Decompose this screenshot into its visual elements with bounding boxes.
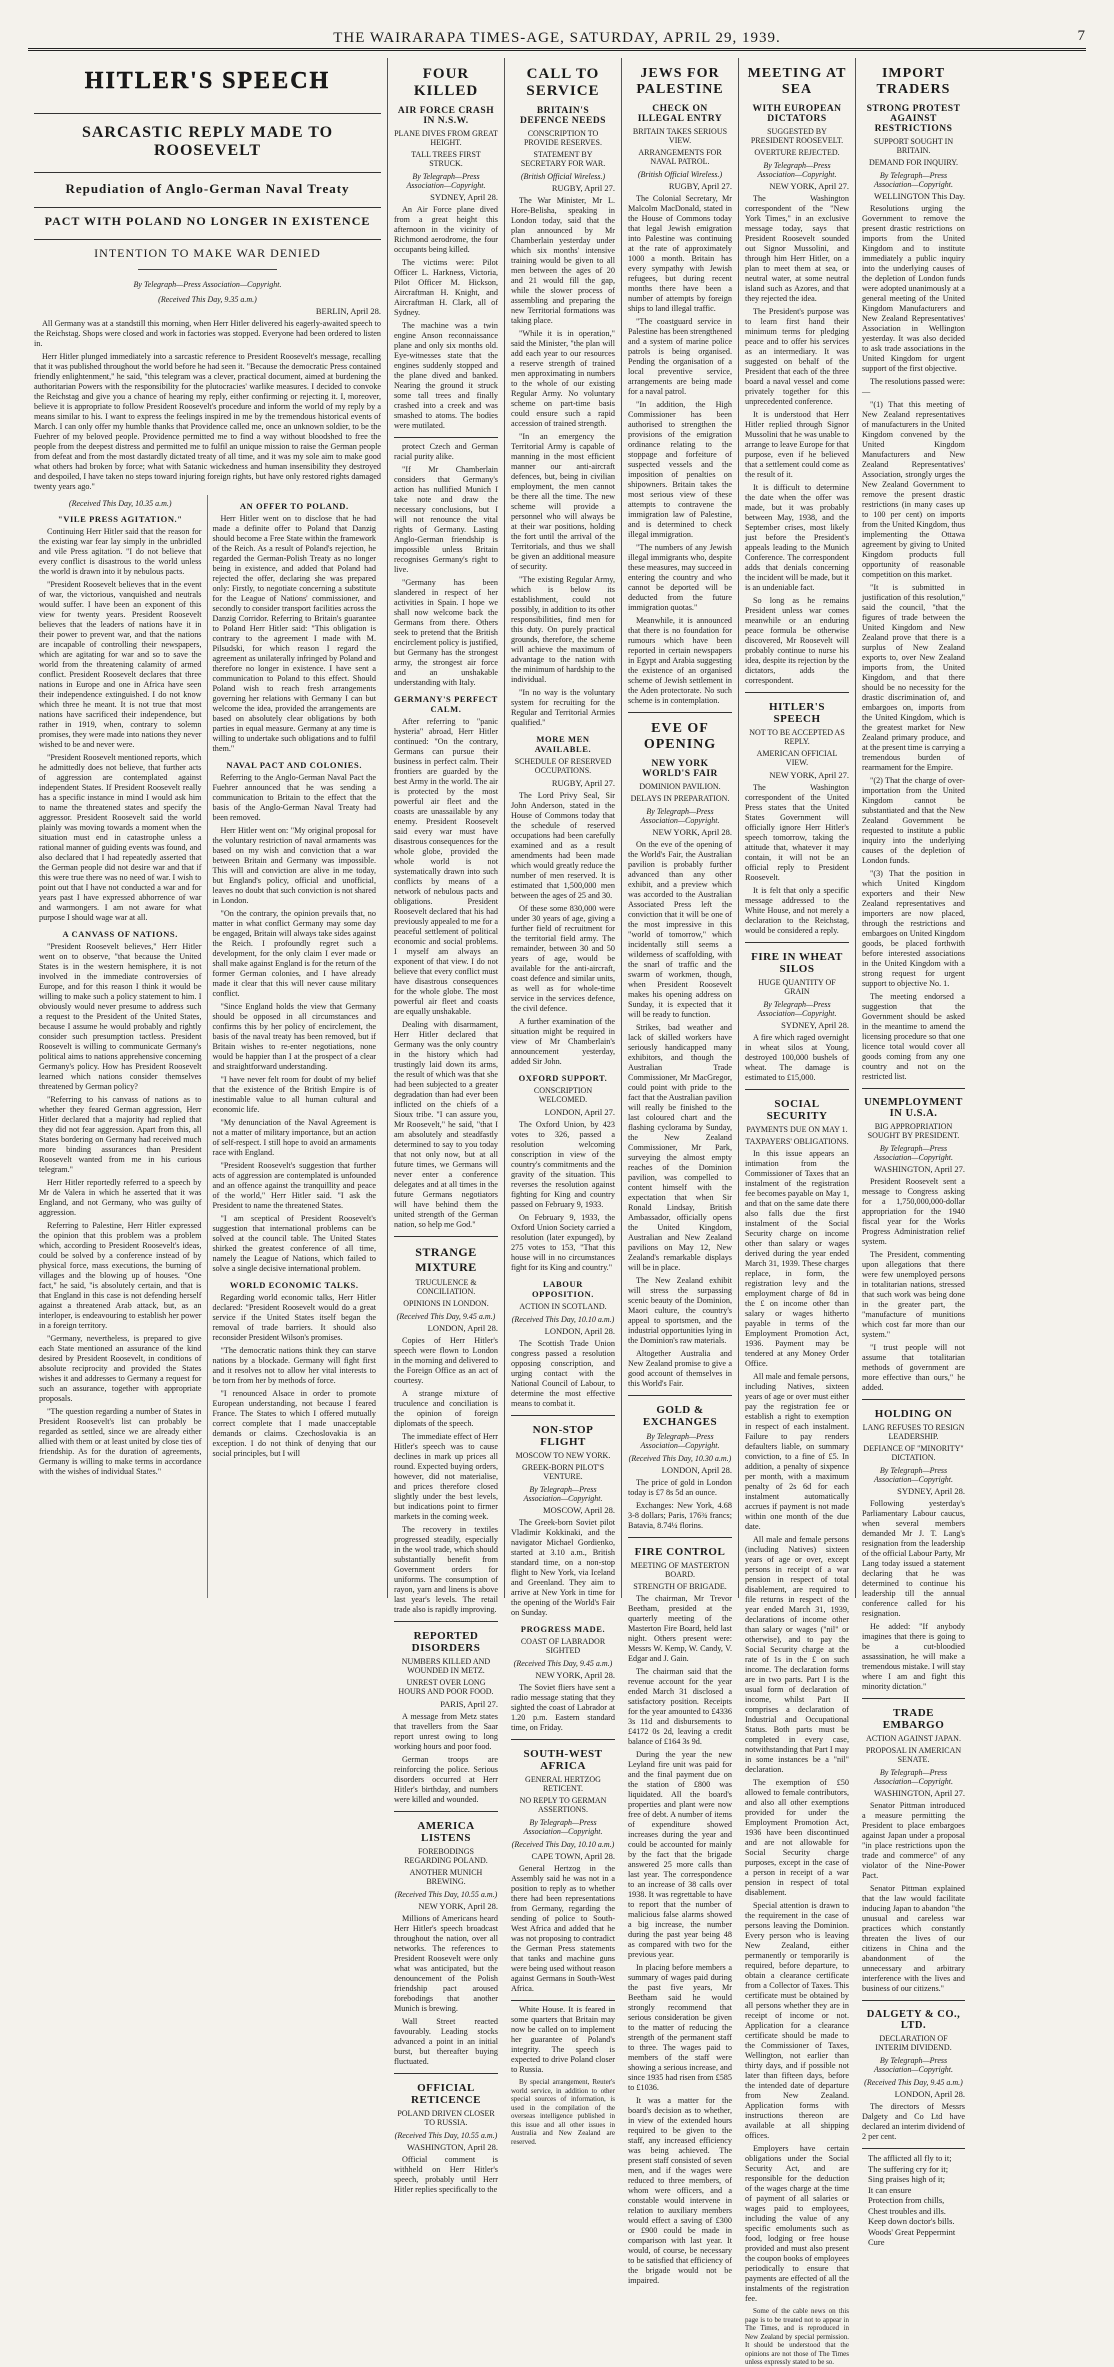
jews-para-1: The Colonial Secretary, Mr Malcolm MacDonald, stated in the House of Commons today that legal Jewish emigration into Palestine was continuing at the rate of approximately 1000 a month. Britain has every sympathy with Jewish refugees, but during recent months there have been a number of attempts by foreign ships to land illegal traffic.	[628, 194, 732, 313]
service-para-3: "In an emergency the Territorial Army is capable of manning in the most efficient manner our anti-aircraft defences, but, being in civilian employment, the men cannot be there all the time. The new scheme will provide a personnel who will always be at their war positions, holding the fort until the arrival of the Territorials, and thus we shall be given an additional measure of security.	[511, 432, 615, 571]
fire-control-sub-1: MEETING OF MASTERTON BOARD.	[630, 1561, 730, 1579]
social-para-5: Special attention is drawn to the requirement in the case of persons leaving the Dominion. Every person who is leaving New Zealand, either permanently or temporarily is required, before departure, to obtain a clearance certificate from a Collector of Taxes. This certificate must be obtained by all persons whether they are in receipt of income or not. Application for a clearance certificate should be made to the Commissioner of Taxes, Wellington, not earlier than thirty days, and if possible not later than fifteen days, before the intended date of departure from New Zealand. Application forms with instructions thereon are available at all shipping offices.	[745, 1901, 849, 2140]
unemployment-headline: UNEMPLOYMENT IN U.S.A.	[864, 1097, 963, 1119]
mixture-headline: STRANGE MIXTURE	[415, 1245, 477, 1274]
reticence-sub-1: POLAND DRIVEN CLOSER TO RUSSIA.	[397, 2109, 495, 2127]
masthead	[28, 28, 1086, 51]
embargo-para-2: Senator Pittman explained that the law would facilitate inducing Japan to abandon "the unusual and careless war practices which constantly threaten the lives of our citizens in China and the abandonment of the unnecessary and arbitrary interference with the lives and business of our citizens."	[862, 1884, 965, 1993]
hs-sub-2: AMERICAN OFFICIAL VIEW.	[756, 749, 838, 767]
hitler-para-17: "I have never felt room for doubt of my belief that the existence of the British Empire is of inestimable value to all human cultural and economic life.	[212, 1075, 376, 1114]
america-para-2: Wall Street reacted favourably. Leading stocks advanced a point in an initial burst, but thereafter buying fluctuated.	[394, 2017, 498, 2066]
traders-sub-2: SUPPORT SOUGHT IN BRITAIN.	[873, 137, 954, 155]
advert-line-2: The suffering cry for it;	[868, 2163, 949, 2174]
meeting-dateline: NEW YORK, April 27.	[769, 181, 849, 191]
hitler-cont-para-1: protect Czech and German racial purity alike.	[394, 442, 498, 461]
america-dateline: NEW YORK, April 28.	[418, 1901, 498, 1911]
killed-byline: By Telegraph—Press Association—Copyright.	[406, 172, 486, 190]
service-labour-sub: ACTION IN SCOTLAND.	[519, 1302, 607, 1311]
holding-byline: By Telegraph—Press Association—Copyright.	[874, 1466, 953, 1484]
hitler-para-20: "I am sceptical of President Roosevelt's suggestion that international problems can be solved at the council table. The United States shirked the greatest conference of all time, namely the League of Nations, which failed to solve a single decisive international problem.	[212, 1214, 376, 1273]
hitler-para-16: "Since England holds the view that Germany should be opposed in all circumstances and confirms this by her policy of encirclement, the basis of the naval treaty has been removed, but if Britain wishes to re-enter negotiations, none would be happier than I at the prospect of a clear and straightforward understanding.	[212, 1002, 376, 1071]
service-dateline: RUGBY, April 27.	[551, 183, 615, 193]
traders-sub-3: DEMAND FOR INQUIRY.	[869, 158, 958, 167]
mixture-received: (Received This Day, 9.45 a.m.)	[396, 1312, 496, 1321]
service-para-11: The Scottish Trade Union congress passed a resolution opposing conscription, and urging contact with the National Council of Labour, to determine the most effective means to combat it.	[511, 1339, 615, 1408]
eve-dateline: NEW YORK, April 28.	[652, 827, 732, 837]
hitler-para-11: "The question regarding a number of States in President Roosevelt's list can probably be regarded as settled, since we are already either allied with them or at least united by close ties of friendship. As for the duration of agreements, Germany is willing to make terms in accordance with the wishes of individual States."	[39, 1407, 202, 1476]
traders-headline: IMPORT TRADERS	[876, 66, 951, 97]
social-sub-1: PAYMENTS DUE ON MAY 1.	[746, 1125, 848, 1134]
hitler-para-4: "President Roosevelt believes that in the event of war, the victorious, vanquished and neutrals would suffer. I have been an exponent of this view for twenty years. President Roosevelt believes that the leaders of nations have it in their power to prevent war, and that the nations are incapable of controlling their newspapers, which are agitating for war and so to save the world from the threatening calamity of armed conflict. President Roosevelt declares that three nations in Europe and one in Africa have seen their independence extinguished. I do not know which three he meant. It is not true that most nations have sacrificed their independence, but rather in 1919, when, contrary to solemn promises, they were made into nations they never wished to be and never were.	[39, 580, 202, 749]
nonstop-para-1: The Greek-born Soviet pilot Vladimir Kokkinaki, and the navigator Michael Gordienko, started at 3.10 a.m., British standard time, on a non-stop flight to New York, via Iceland and Greenland. They aim to arrive at New York in time for the opening of the World's Fair on Sunday.	[511, 1518, 615, 1617]
unemployment-para-3: "I trust people will not assume that totalitarian methods of government are more effective than ours," he added.	[862, 1343, 965, 1392]
hitler-byline: By Telegraph—Press Association—Copyright.	[133, 280, 282, 289]
service-para-4: "The existing Regular Army, which is below its establishment, could not possibly, in addition to its other responsibilities, find men for this duty. On purely practical grounds, therefore, the scheme will achieve the maximum of advantage to the nation with the minimum of hardship to the individual.	[511, 575, 615, 684]
traders-para-6: "(3) That the position in which United Kingdom exporters and their New Zealand representatives and importers are now placed, through the restrictions and embargoes on United Kingdom goods, be placed forthwith before interested associations in the United Kingdom with a strong request for urgent support to objective No. 1.	[862, 869, 965, 988]
hitler-sub-2: Repudiation of Anglo-German Naval Treaty	[34, 172, 381, 197]
unemployment-para-1: President Roosevelt sent a message to Congress asking for a 1,750,000,000-dollar appropriation for the 1940 fiscal year for the Works Progress Administration relief system.	[862, 1177, 965, 1246]
reticence-dateline: WASHINGTON, April 28.	[407, 2142, 498, 2152]
column-jews-for-palestine	[622, 58, 739, 2285]
service-oxford-head: OXFORD SUPPORT.	[518, 1073, 608, 1083]
america-para-1: Millions of Americans heard Herr Hitler's speech broadcast throughout the nation, over all networks. The references to President Roosevelt were only what was anticipated, but the denouncement of the Polish friendship pact aroused forebodings that another Munich is brewing.	[394, 1914, 498, 2013]
hs-dateline: NEW YORK, April 27.	[769, 770, 849, 780]
swafrica-sub-1: GENERAL HERTZOG RETICENT.	[525, 1775, 601, 1793]
section-perfect-calm: GERMANY'S PERFECT CALM.	[394, 694, 498, 714]
wheat-byline: By Telegraph—Press Association—Copyright.	[757, 1000, 837, 1018]
eve-para-2: Strikes, bad weather and lack of skilled workers have seriously handicapped many exhibitors, and though the Australian Trade Commissioner, Mr MacGregor, could point with pride to the fact that the Australian pavilion will really be finished to the last coloured chart and the flashing cyclorama by Sunday, the New Zealand Commissioner, Mr Park, surveying the almost empty reaches of the Dominion pavilion, was compelled to content himself with the expectation that when Sir Ronald Lindsay, British Ambassador, officially opens the United Kingdom, Australian and New Zealand pavilions on May 12, New Zealand's remarkable displays will be in place.	[628, 1023, 732, 1272]
traders-para-2: The resolutions passed were:—	[862, 377, 965, 396]
service-sub-1: BRITAIN'S DEFENCE NEEDS	[520, 106, 606, 126]
hs-para-1: The Washington correspondent of the United Press states that the United States Government will officially ignore Herr Hitler's speech tomorrow, taking the attitude that, whatever it may contain, it will not be an official reply to President Roosevelt.	[745, 783, 849, 882]
america-sub-2: ANOTHER MUNICH BREWING.	[409, 1868, 483, 1886]
eve-para-4: Altogether Australia and New Zealand promise to give a good account of themselves in this World's Fair.	[628, 1349, 732, 1388]
traders-para-3: "(1) That this meeting of New Zealand representatives of manufacturers in the United Kingdom convened by the United Kingdom Manufacturers and New Zealand Representatives' Association, strongly urges the New Zealand Government to remove the present drastic restrictions (in many cases up to 100 per cent) on imports from the United Kingdom, thus implementing the Ottawa agreement by giving to United Kingdom products full opportunity of reasonable competition on this market.	[862, 400, 966, 579]
service-byline: (British Official Wireless.)	[520, 172, 606, 181]
jews-para-2: "The coastguard service in Palestine has been strengthened and a system of marine police patrols is being organised. Pending the organisation of a local preventive service, arrangements are being made for a naval patrol.	[628, 317, 732, 396]
jews-sub-3: ARRANGEMENTS FOR NAVAL PATROL.	[638, 148, 722, 166]
service-oxford-sub: CONSCRIPTION WELCOMED.	[533, 1086, 593, 1104]
service-headline: CALL TO SERVICE	[526, 66, 600, 99]
killed-para-2: The victims were: Pilot Officer L. Harkness, Victoria, Pilot Officer M. Hickson, Aircraftman H. Knight, and Aircraftman H. Clark, all of Sydney.	[394, 258, 498, 317]
hitler-cont-para-5: Dealing with disarmament, Herr Hitler declared that Germany was the only country in the history which had trustingly laid down its arms, the result of which was that she had been subjected to a greater degradation than had ever been inflicted on the chiefs of a Sioux tribe. "I can assure you, Mr Roosevelt," he said, "that I am absolutely and steadfastly determined to say to you today that not only now, but at all future times, we Germans will never enter a conference delegates and at all times in the future Germans negotiators will have behind them the united strength of the German nation, so help me God."	[394, 1020, 498, 1229]
hitler-cont-para-4: After referring to "panic hysteria" abroad, Herr Hitler continued: "On the contrary, Germans can pursue their business in perfect calm. Their frontiers are guarded by the best Army in the world. The air is protected by the most powerful air fleet and the coasts are unassailable by any enemy. President Roosevelt said every war must have disastrous consequences for the whole globe, provided the whole world is not systematically drawn into such conflicts by means of a network of nebulous pacts and obligations. President Roosevelt declared that his had previously appealed to me for a peaceful settlement of political economic and social problems. I myself am always an exponent of that view. I do not believe that every conflict must have disastrous consequences for the whole globe. The most powerful air fleet and coasts are equally unshakable.	[394, 717, 498, 1016]
social-para-6: Employers have certain obligations under the Social Security Act, and are responsible for the deduction of the wages charge at the time of payment of all salaries or wages paid to employees, including the value of any specific emoluments such as food, lodging or free house provided and must also present the coupon books of employees periodically to ensure that payments are effected of all the instalments of the registration fee.	[745, 2144, 849, 2303]
meeting-headline: MEETING AT SEA	[747, 66, 847, 97]
progress-para-1: The Soviet fliers have sent a radio message stating that they sighted the coast of Labrador at 1.20 p.m. Eastern standard time, on Friday.	[511, 1683, 615, 1732]
hitler-para-13: Referring to the Anglo-German Naval Pact the Fuehrer announced that he was sending a communication to Britain to the effect that the basis of the Anglo-German Naval Treaty had been removed.	[212, 773, 376, 822]
gold-para-1: The price of gold in London today is £7 8s 5d an ounce.	[628, 1478, 732, 1497]
masthead-title: THE WAIRARAPA TIMES-AGE, SATURDAY, APRIL 29, 1939.	[333, 29, 781, 46]
traders-sub-1: STRONG PROTEST AGAINST RESTRICTIONS	[866, 104, 961, 134]
embargo-sub-2: PROPOSAL IN AMERICAN SENATE.	[865, 1746, 962, 1764]
unemployment-sub: BIG APPROPRIATION SOUGHT BY PRESIDENT.	[867, 1122, 960, 1140]
jews-para-4: "The numbers of any Jewish illegal immigrants who, despite these measures, may succeed in entering the country and who cannot be deported will be deducted from the future immigration quotas."	[628, 543, 732, 612]
advert-line-6: Chest troubles and ills.	[868, 2205, 946, 2216]
jews-para-3: "In addition, the High Commissioner has been authorised to strengthen the provisions of the emigration ordinance relating to the stoppage and forfeiture of suspected vessels and the imposition of penalties on shipowners. Britain takes the most serious view of these attempts to contravene the immigration law of Palestine, and is determined to check illegal immigration.	[628, 400, 732, 539]
hitler-para-7: "Referring to his canvass of nations as to whether they feared German aggression, Herr Hitler declared that a majority had replied that they did not fear aggression. Apart from this, all States bordering on Germany had received much more binding assurances than President Roosevelt wanted from me in his curious telegram."	[39, 1095, 202, 1174]
service-para-2: "While it is in operation," said the Minister, "the plan will add each year to our resources a reserve strength of trained men approximating in numbers to the whole of our existing Regular Army. No voluntary scheme on part-time basis could ensure such a rapid accession of trained strength.	[511, 329, 615, 428]
swafrica-headline: SOUTH-WEST AFRICA	[523, 1748, 603, 1772]
killed-headline: FOUR KILLED	[413, 66, 479, 99]
nonstop-dateline: MOSCOW, April 28.	[543, 1505, 615, 1515]
hitler-para-15: "On the contrary, the opinion prevails that, no matter in what conflict Germany may some day be engaged, Britain will always take sides against the Reich. I profoundly regret such a development, for the only claim I ever made or shall make against England is for the return of the former German colonies, and I have already made it clear that this will never cause military conflict.	[212, 909, 376, 998]
hitler-section-poland: AN OFFER TO POLAND.	[239, 501, 349, 511]
hitler-cont-para-2: "If Mr Chamberlain considers that Germany's action has nullified Munich I take note and draw the necessary conclusions, but I will not renounce the vital rights of Germany. Lasting Anglo-German friendship is impossible unless Britain recognises Germany's right to live.	[394, 465, 498, 574]
hitler-section-economic: WORLD ECONOMIC TALKS.	[229, 1280, 359, 1290]
gold-headline: GOLD & EXCHANGES	[642, 1404, 718, 1428]
hitler-para-9: Referring to Palestine, Herr Hitler expressed the opinion that this problem was a problem which, according to President Roosevelt's ideas, could be solved by a conference instead of by physical force, mass executions, the burning of villages and the blowing up of houses. "One fact," he said, "is absolutely certain, and that is that England in this case is not defending herself against a threatened Arab attack, but, as an interloper, is endeavouring to establish her power in a foreign territory.	[39, 1221, 202, 1330]
advert-line-1: The afflicted all fly to it;	[868, 2153, 952, 2163]
fire-control-para-4: In placing before members a summary of wages paid during the past five years, Mr Beetham said he would strongly recommend that serious consideration be given to the matter of reducing the strength of the permanent staff to three. The wages paid to members of the staff were showing a serious increase, and since 1935 had risen from £585 to £1036.	[628, 1963, 732, 2092]
newspaper-page	[28, 58, 1090, 2366]
hitler-speech-article	[28, 58, 388, 1598]
embargo-dateline: WASHINGTON, April 27.	[874, 1788, 965, 1798]
mixture-para-2: A strange mixture of truculence and conciliation is the opinion of foreign diplomats of the speech.	[394, 1389, 498, 1428]
advert-line-7: Keep down doctor's bills.	[868, 2216, 955, 2226]
embargo-headline: TRADE EMBARGO	[882, 1707, 945, 1731]
killed-para-1: An Air Force plane dived from a great height this afternoon in the vicinity of Richmond aerodrome, the four occupants being killed.	[394, 205, 498, 254]
meeting-sub-3: OVERTURE REJECTED.	[754, 148, 840, 157]
holding-headline: HOLDING ON	[874, 1408, 953, 1420]
service-men-head: MORE MEN AVAILABLE.	[534, 734, 592, 754]
hitler-sub-1: SARCASTIC REPLY MADE TO ROOSEVELT	[34, 113, 381, 160]
hs-sub-1: NOT TO BE ACCEPTED AS REPLY.	[749, 728, 845, 746]
page-number: 7	[1077, 28, 1086, 44]
hitler-para-22: "The democratic nations think they can starve nations by a blockade. Germany will fight first and it resolves not to allow her vital interests to be torn from her by methods of force.	[212, 1346, 376, 1385]
wheat-sub: HUGE QUANTITY OF GRAIN	[758, 978, 836, 996]
meeting-para-1: The Washington correspondent of the "New York Times," in an exclusive message today, says that President Roosevelt sounded out Signor Mussolini, and through him Herr Hitler, on a plan to meet them at sea, or neutral water, at some neutral island such as Azores, and that they rejected the idea.	[745, 194, 849, 303]
progress-received: (Received This Day, 9.45 a.m.)	[513, 1659, 613, 1668]
eve-headline: EVE OF OPENING	[643, 721, 717, 752]
social-para-3: All male and female persons (including Natives) sixteen years of age or over, except persons in receipt of a war pension in respect of total disablement, are required to file returns in respect of the year ended March 31, 1939, declarations of income other than salary or wages ("nil" or otherwise), and to pay the Social Security charge at the rate of 1s in the £ on such income. The declaration forms are in two parts. Part I is the usual form of declaration of income, whilst Part II comprises a declaration of Industrial and Occupational Status. Both parts must be completed in every case, notwithstanding that Part I may in some instances be a "nil" declaration.	[745, 1535, 849, 1774]
eve-sub-2: DOMINION PAVILION.	[639, 782, 721, 791]
nonstop-byline: By Telegraph—Press Association—Copyright.	[523, 1485, 603, 1503]
disorders-headline: REPORTED DISORDERS	[411, 1630, 481, 1654]
fire-control-sub-2: STRENGTH OF BRIGADE.	[633, 1582, 727, 1591]
social-sub-2: TAXPAYERS' OBLIGATIONS.	[745, 1137, 849, 1146]
hitler-section-agitation: "VILE PRESS AGITATION."	[57, 514, 183, 524]
nonstop-headline: NON-STOP FLIGHT	[532, 1424, 594, 1448]
traders-para-1: Resolutions urging the Government to remove the present drastic restrictions on imports from the United Kingdom and to institute immediately a public inquiry into the underlying causes of the depletion of London funds were adopted unanimously at a general meeting of the United Kingdom Manufacturers and New Zealand Representatives' Association in Wellington yesterday. It was also decided to ask trade associations in the United Kingdom for urgent support of the first objective.	[862, 204, 965, 373]
column-call-to-service	[505, 58, 622, 2146]
service-labour-head: LABOUR OPPOSITION.	[531, 1279, 595, 1299]
unemployment-byline: By Telegraph—Press Association—Copyright.	[874, 1144, 953, 1162]
meeting-para-5: So long as he remains President unless war comes meanwhile or an enduring peace formula be otherwise discovered, Mr Roosevelt will probably continue to nurse his idea, despite its rejection by the dictators, adds the correspondent.	[745, 596, 849, 685]
hitler-cont-para-3: "Germany has been slandered in respect of her activities in Spain. I hope we shall now welcome back the Germans from there. Others seek to pretend that the British encirclement policy is justified, but Germany has the strongest army, the strongest air force and an unshakable understanding with Italy.	[394, 578, 498, 687]
embargo-byline: By Telegraph—Press Association—Copyright.	[874, 1768, 953, 1786]
jews-byline: (British Official Wireless.)	[637, 170, 723, 179]
meeting-sub-1: WITH EUROPEAN DICTATORS	[752, 104, 842, 124]
swafrica-byline: By Telegraph—Press Association—Copyright.	[523, 1818, 603, 1836]
gold-dateline: LONDON, April 28.	[661, 1465, 732, 1475]
dalgety-dateline: LONDON, April 28.	[894, 2089, 965, 2099]
disorders-para-2: German troops are reinforcing the police. Serious disorders occurred at Herr Hitler's birthday, and numbers were killed and wounded.	[394, 1755, 498, 1804]
service-labour-dateline: LONDON, April 28.	[544, 1326, 615, 1336]
killed-sub-2: PLANE DIVES FROM GREAT HEIGHT.	[394, 129, 498, 147]
service-para-7: Of these some 830,000 were under 30 years of age, giving a further field of recruitment for the territorial field army. The remainder, between 30 and 50 years of age, would be available for the anti-aircraft, coast defence and similar units, as well as for whole-time service in the services defence, the civil defence.	[511, 904, 615, 1013]
hitler-para-14: Herr Hitler went on: "My original proposal for the voluntary restriction of naval armaments was based on my wish and conviction that a war between Britain and Germany was impossible. This will and conviction are alive in me today, but England's policy, official and unofficial, leaves no doubt that such conviction is not shared in London.	[212, 826, 376, 905]
advert-line-8: Woods' Great Peppermint Cure	[868, 2226, 956, 2247]
dalgety-received: (Received This Day, 9.45 a.m.)	[864, 2078, 963, 2087]
jews-headline: JEWS FOR PALESTINE	[636, 66, 724, 97]
hitler-para-18: "My denunciation of the Naval Agreement is not a matter of military importance, but an action of self-respect. I still hope to avoid an armaments race with England.	[212, 1118, 376, 1157]
advert-line-3: Sing praises high of it;	[868, 2174, 945, 2184]
hitler-sub-3: PACT WITH POLAND NO LONGER IN EXISTENCE	[34, 207, 381, 229]
advert-line-4: It can ensure	[868, 2184, 912, 2195]
fire-control-headline: FIRE CONTROL	[634, 1546, 726, 1558]
hitler-para-5: "President Roosevelt mentioned reports, which he admittedly does not believe, that further acts of aggression are contemplated against independent States. If President Roosevelt really has a specific instance in mind I would ask him to name the threatened states and specify the aggressor. President Roosevelt said the world plainly was moving towards a moment when the situation must end in catastrophe unless a rational manner of guiding events was found, and also declared that I had repeatedly asserted that the German people did not desire war and that if this were true there was no need of war. I wish to point out that I have not conducted a war and for years past I have expressed abhorrence of war and warmongers. I am not aware for what purpose I should wage war at all.	[39, 753, 202, 922]
service-para-1: The War Minister, Mr L. Hore-Belisha, speaking in London today, said that the plan announced by Mr Chamberlain yesterday under which six months' intensive training would be given to all men between the ages of 20 and 21 would fill the gap, while the slower process of assembling and preparing the new Territorial formations was taking place.	[511, 196, 615, 325]
service-para-6: The Lord Privy Seal, Sir John Anderson, stated in the House of Commons today that the schedule of reserved occupations had been carefully examined and as a result amendments had been made which would greatly reduce the number of men reserved. It is estimated that 1,500,000 men between the ages of 25 and 30.	[511, 791, 615, 900]
gold-para-2: Exchanges: New York, 4.68 3-8 dollars; Paris, 176¾ francs; Batavia, 8.74¼ florins.	[628, 1501, 732, 1530]
traders-para-5: "(2) That the charge of over-importation from the United Kingdom cannot be substantiated and that the New Zealand Government be requested to institute a public inquiry into the underlying causes of the depletion of London funds.	[862, 776, 965, 865]
hitler-para-8: Herr Hitler reportedly referred to a speech by Mr de Valera in which he asserted that it was England, and not Germany, who was guilty of aggression.	[39, 1178, 202, 1217]
reticence-cont-para: White House. It is feared in some quarters that Britain may now be called on to implement her guarantee of Poland's integrity. The speech is expected to drive Poland closer to Russia.	[511, 2005, 615, 2074]
service-para-10: On February 9, 1933, the Oxford Union Society carried a resolution (later expunged), by 275 votes to 153, "That this house will in no circumstances fight for its King and country."	[511, 1213, 615, 1272]
killed-para-3: The machine was a twin engine Anson reconnaissance plane and only six months old. Eye-witnesses state that the engines suddenly stopped and the plane dived and banked. Nearing the ground it struck some tall trees and finally crashed into a creek and was smashed to atoms. The bodies were mutilated.	[394, 321, 498, 430]
reuter-notice: By special arrangement, Reuter's world service, in addition to other special sources of information, is used in the compilation of the overseas intelligence published in this issue and all other issues in Australia and New Zealand are reserved.	[511, 2078, 615, 2146]
traders-para-7: The meeting endorsed a suggestion that the Government should be asked in the meantime to amend the licensing procedure so that one licence total would cover all goods coming from any one country and not on the restricted list.	[862, 992, 965, 1081]
wheat-para-1: A fire which raged overnight in wheat silos at Young, destroyed 100,000 bushels of wheat. The damage is estimated to £15,000.	[745, 1033, 849, 1082]
nonstop-sub-2: GREEK-BORN PILOT'S VENTURE.	[521, 1463, 605, 1481]
holding-sub-1: LANG REFUSES TO RESIGN LEADERSHIP.	[862, 1423, 965, 1441]
hitler-section-canvass: A CANVASS OF NATIONS.	[62, 929, 178, 939]
hitler-section-naval: NAVAL PACT AND COLONIES.	[226, 760, 363, 770]
social-para-2: All male and female persons, including Natives, sixteen years of age or over must either pay the registration fee or establish a right to exemption in respect of each instalment. Failure to pay renders defaulters liable, on summary conviction, to a fine of £5. In addition, a penalty of sixpence per month, with a maximum penalty of 2s 6d for each instalment automatically accrues if payment is not made within one month of the due date.	[745, 1372, 849, 1531]
fire-control-para-1: The chairman, Mr Trevor Beetham, presided at the quarterly meeting of the Masterton Fire Board, held last night. Others present were: Messrs W. Kemp, W. Candy, V. Edgar and J. Gain.	[628, 1594, 732, 1663]
hitler-headline: HITLER'S SPEECH	[84, 68, 331, 94]
hitler-para-23: "I renounced Alsace in order to promote European understanding, not because I feared France. The States to which I offered mutually correct complete that I made unacceptable demands or claims. Czechoslovakia is an exception. I do not think of denying that our social principles, but I will	[212, 1389, 376, 1458]
meeting-para-4: It is difficult to determine the date when the offer was made, but it was probably between May, 1938, and the September crises, most likely just before the President's appeals leading to the Munich Conference. The correspondent adds that denials concerning the incident will be made, but it is an undeniable fact.	[745, 483, 849, 592]
service-para-5: "In no way is the voluntary system for recruiting for the Regular and Territorial Armies qualified."	[511, 688, 615, 727]
nonstop-sub-1: MOSCOW TO NEW YORK.	[515, 1451, 611, 1460]
service-sub-2: CONSCRIPTION TO PROVIDE RESERVES.	[523, 129, 603, 147]
mixture-para-3: The immediate effect of Herr Hitler's speech was to cause declines in mark up prices all round. Expected buying orders, however, did not materialise, and prices therefore closed slightly under the best levels, but indications point to firmer markets in the coming week.	[394, 1432, 498, 1521]
disorders-para-1: A message from Metz states that travellers from the Saar report unrest owing to long working hours and poor food.	[394, 1712, 498, 1751]
column-meeting-at-sea	[739, 58, 856, 2366]
dalgety-para-1: The directors of Messrs Dalgety and Co Ltd have declared an interim dividend of 2 per cent.	[862, 2102, 965, 2141]
hitler-received: (Received This Day, 9.35 a.m.)	[158, 295, 257, 304]
holding-dateline: SYDNEY, April 28.	[897, 1486, 965, 1496]
eve-sub-3: DELAYS IN PREPARATION.	[630, 794, 730, 803]
holding-para-1: Following yesterday's Parliamentary Labour caucus, when several members demanded Mr J. T. Lang's resignation from the leadership of the official Labour Party, Mr Lang today issued a statement declaring that he was determined to continue his leadership till the annual conference called for his resignation.	[862, 1499, 965, 1618]
wheat-headline: FIRE IN WHEAT SILOS	[751, 951, 843, 975]
reticence-para-1: Official comment is withheld on Herr Hitler's speech, probably until Herr Hitler replies specifically to the	[394, 2155, 498, 2194]
jews-para-5: Meanwhile, it is announced that there is no foundation for rumours which have been reported in certain newspapers in Egypt and Arabia suggesting the existence of an organised scheme of Jewish settlement in the Aden protectorate. No such scheme is in contemplation.	[628, 616, 732, 705]
reticence-received: (Received This Day, 10.55 a.m.)	[394, 2131, 498, 2140]
hitler-para-12: Herr Hitler went on to disclose that he had made a definite offer to Poland that Danzig should become a Free State within the framework of the Reich. As a result of Poland's rejection, he regarded the German-Polish Treaty as no longer being in existence, and added that Poland had rejected the offer, declaring she was prepared only: Firstly, to negotiate concerning a substitute for the League of Nations' commissioner, and secondly to consider transport facilities across the Danzig Corridor. Referring to Britain's guarantee to Poland Herr Hitler said: "This obligation is contrary to the agreement I made with M. Pilsudski, for which reason I regard the agreement as unilaterally infringed by Poland and therefore no longer in existence. I have sent a communication to Poland to this effect. Should Poland wish to reach fresh arrangements governing her relations with Germany I can but welcome the idea, provided the arrangements are based on absolutely clear obligations by both parties in equal measure. Germany at any time is willing to undertake such obligations and to fulfil them."	[212, 514, 376, 753]
america-received: (Received This Day, 10.55 a.m.)	[394, 1890, 498, 1899]
mixture-para-4: The recovery in textiles progressed steadily, especially in the wool trade, which should substantially benefit from Government orders for uniforms. The consumption of rayon, yarn and linens is above last year's levels. The retail trade also is rapidly improving.	[394, 1525, 498, 1614]
disorders-sub-1: NUMBERS KILLED AND WOUNDED IN METZ.	[401, 1657, 491, 1675]
meeting-byline: By Telegraph—Press Association—Copyright.	[757, 161, 837, 179]
mixture-dateline: LONDON, April 28.	[427, 1323, 498, 1333]
progress-sub: COAST OF LABRADOR SIGHTED	[520, 1637, 606, 1655]
hitler-received-2: (Received This Day, 10.35 a.m.)	[68, 499, 172, 508]
hitler-para-2: Herr Hitler plunged immediately into a sarcastic reference to President Roosevelt's message, recalling that it was published throughout the world before he had seen it. "Because the democratic Press contained friendly enlightenment," he said, "this telegram was a clever, practical document, aimed at burdening the authoritarian Powers with the responsibility for the plutocracies' warlike measures. I decided to convoke the Reichstag and give you a chance of hearing my reply, either confirming or rejecting it. I, moreover, believe it is appropriate to follow President Roosevelt's procedure and inform the world of my reply by a means similar to his. I want to express the feelings inspired in me by the tremendous historical events of March. I can only offer my humble thanks that Providence called me, once an unknown soldier, to be the Fuehrer of my beloved people. Providence permitted me to find a way without bloodshed to free the people from the deepest distress and permitted me to fulfil an unique mission to raise the German people from defeat and from the most dastardly dictated treaty of all time, and it was my sole aim to make good what others had broken by force; what with Satanic wickedness and human insensibility they destroyed and despoiled, I have taken no steps toward injuring foreign rights, but have only restored rights damaged twenty years ago."	[34, 352, 381, 491]
times-notice: Some of the cable news on this page is to be treated not to appear in The Times, and is reproduced in New Zealand by special permission. It should be understood that the opinions are not those of The Times unless expressly stated to be so.	[745, 2307, 849, 2366]
hitler-para-6: "President Roosevelt believes," Herr Hitler went on to observe, "that because the United States is in the western hemisphere, it is not involved in the immediate controversies of Europe, and for this reason I think it would be willing to make such a policy statement to him. I obviously would never presume to address such a request to the President of the United States, because I assume he would probably and rightly consider such presumption tactless. President Roosevelt is willing to communicate Germany's political aims to nations apprehensive concerning Germany's policy. How has President Roosevelt learned which nations consider themselves threatened by German policy?	[39, 942, 202, 1091]
meeting-sub-2: SUGGESTED BY PRESIDENT ROOSEVELT.	[750, 127, 844, 145]
traders-byline: By Telegraph—Press Association—Copyright.	[874, 171, 953, 189]
jews-dateline: RUGBY, April 27.	[668, 181, 732, 191]
hitler-sub-4: INTENTION TO MAKE WAR DENIED	[34, 239, 381, 261]
eve-byline: By Telegraph—Press Association—Copyright.	[640, 807, 720, 825]
unemployment-dateline: WASHINGTON, April 27.	[874, 1164, 965, 1174]
column-four-killed	[388, 58, 505, 2194]
embargo-sub-1: ACTION AGAINST JAPAN.	[866, 1734, 961, 1743]
service-men-dateline: RUGBY, April 27.	[551, 778, 615, 788]
fire-control-para-5: It was a matter for the board's decision as to whether, in view of the extended hours required to be given to the staff, any increased efficiency was being achieved. The present staff consisted of seven men, and if the wages were reduced to three members, of whom were officers, and a constable would intervene in relation to auxiliary members would effect a saving of £300 or £900 could be made in comparison with last year. It would, of course, be necessary to be satisfied that efficiency of the brigade would not be impaired.	[628, 2096, 732, 2285]
mixture-sub-1: TRUCULENCE & CONCILIATION.	[415, 1278, 477, 1296]
jews-sub-1: CHECK ON ILLEGAL ENTRY	[637, 104, 723, 124]
disorders-sub-2: UNREST OVER LONG HOURS AND POOR FOOD.	[398, 1678, 494, 1696]
eve-para-1: On the eve of the opening of the World's Fair, the Australian pavilion is probably further advanced than any other exhibit, and a preview which was accorded to the Australian Associated Press left the conviction that it will be one of the most impressive in this "world of tomorrow," which incidentally still seems a wilderness of scaffolding, with the snarl of traffic and the swarm of workmen, though, when President Roosevelt makes his opening address on Sunday, it is expected that it will be ready to function.	[628, 840, 732, 1019]
eve-sub-1: NEW YORK WORLD'S FAIR	[642, 759, 718, 779]
reticence-headline: OFFICIAL RETICENCE	[411, 2082, 481, 2106]
hs-headline: HITLER'S SPEECH	[769, 701, 825, 725]
column-import-traders	[856, 58, 971, 2247]
service-men-sub: SCHEDULE OF RESERVED OCCUPATIONS.	[514, 757, 612, 775]
dalgety-sub: DECLARATION OF INTERIM DIVIDEND.	[875, 2034, 952, 2052]
gold-received: (Received This Day, 10.30 a.m.)	[628, 1454, 732, 1463]
social-headline: SOCIAL SECURITY	[766, 1098, 828, 1122]
eve-para-3: The New Zealand exhibit will stress the surpassing scenic beauty of the Dominion, Maori culture, the country's appeal to sportsmen, and the industrial opportunities lying in the Dominion's raw materials.	[628, 1276, 732, 1345]
swafrica-sub-2: NO REPLY TO GERMAN ASSERTIONS.	[519, 1796, 607, 1814]
jews-sub-2: BRITAIN TAKES SERIOUS VIEW.	[632, 127, 728, 145]
killed-sub-1: AIR FORCE CRASH IN N.S.W.	[397, 106, 495, 126]
service-para-8: A further examination of the situation might be required in view of Mr Chamberlain's announcement yesterday, added Sir John.	[511, 1017, 615, 1066]
advert-line-5: Protection from chills,	[868, 2195, 945, 2205]
killed-dateline: SYDNEY, April 28.	[430, 192, 498, 202]
swafrica-received: (Received This Day, 10.10 a.m.)	[511, 1840, 615, 1849]
unemployment-para-2: The President, commenting upon allegations that there were few unemployed persons in totalitarian nations, stressed that such work was being done in the greater part, the "manufacture of munitions which cost far more than our system."	[862, 1250, 965, 1339]
swafrica-para-1: General Hertzog in the Assembly said he was not in a position to reply as to whether there had been representations from Germany, regarding the sending of police to South-West Africa and added that he was not proposing to contradict the German Press statements that tanks and machine guns were being used without reason against Germans in South-West Africa.	[511, 1864, 615, 1993]
peppermint-advert	[862, 2148, 965, 2248]
wheat-dateline: SYDNEY, April 28.	[781, 1020, 849, 1030]
meeting-para-3: It is understood that Herr Hitler replied through Signor Mussolini that he was unable to arrange to leave Europe for that purpose, even if he believed that a settlement could come as the result of it.	[745, 410, 849, 479]
america-headline: AMERICA LISTENS	[417, 1820, 475, 1844]
traders-para-4: "It is submitted in justification of this resolution," said the council, "that the figures of trade between the United Kingdom and New Zealand prove that there is a surplus of New Zealand exports to, over New Zealand imports from, the United Kingdom, and that there should be no necessity for the drastic discrimination of, and embargoes on, imports from the United Kingdom, which is the greatest market for New Zealand primary produce, and at the present time is carrying a tremendous burden of rearmament for the Empire.	[862, 583, 965, 772]
social-para-4: The exemption of £50 allowed to female contributors, and also all other exemptions provided for under the Employment Promotion Act, 1936 have been discontinued and are not allowable for Social Security charge purposes, except in the case of a person in receipt of a war pension in respect of total disablement.	[745, 1778, 849, 1897]
hitler-para-19: "President Roosevelt's suggestion that further acts of aggression are contemplated is unfounded and an offence against the tranquillity and peace of the world," Herr Hitler said. "I ask the President to name the threatened States.	[212, 1161, 376, 1210]
social-para-1: In this issue appears an intimation from the Commissioner of Taxes that an instalment of the registration fee becomes payable on May 1, and that on the same date there also falls due the first instalment of the Social Security charge on income other than salary or wages derived during the year ended March 31, 1939. These charges replace, in form, the registration levy and the employment charge of 8d in the £ on income other than salary or wages hitherto payable in terms of the Employment Promotion Act, 1936. Payment may be tendered at any Money Order Office.	[745, 1149, 849, 1368]
killed-sub-3: TALL TREES FIRST STRUCK.	[411, 150, 481, 168]
traders-dateline: WELLINGTON This Day.	[874, 191, 965, 201]
service-labour-received: (Received This Day, 10.10 a.m.)	[511, 1315, 615, 1324]
hs-para-2: It is felt that only a specific message addressed to the White House, and not merely a declaration to the Reichstag, would be considered a reply.	[745, 886, 849, 935]
service-oxford-dateline: LONDON, April 27.	[544, 1107, 615, 1117]
hitler-para-3: Continuing Herr Hitler said that the reason for the existing war fear lay simply in the unbridled and vile Press agitation. "I do not believe that every conflict is disastrous to the world unless the world is drawn into it by nebulous pacts.	[39, 527, 202, 576]
hitler-para-21: Regarding world economic talks, Herr Hitler declared: "President Roosevelt would do a great service if the United States itself began the removal of trade barriers. It should also reconsider President Wilson's promises.	[212, 1293, 376, 1342]
dalgety-byline: By Telegraph—Press Association—Copyright.	[874, 2056, 953, 2074]
service-para-9: The Oxford Union, by 423 votes to 326, passed a resolution welcoming conscription in view of the country's commitments and the gravity of the situation. This reverses the resolution against fighting for King and country passed on February 9, 1933.	[511, 1120, 615, 1209]
hitler-dateline: BERLIN, April 28.	[315, 306, 381, 316]
fire-control-para-3: During the year the new Leyland fire unit was paid for and the final payment due on the station of £800 was liquidated. All the board's properties and plant were now free of debt. A number of items of expenditure showed increases during the year and could be accounted for mainly by the fact that the brigade answered 25 more calls than last year. The correspondence to an increase of 38 calls over 1938. It was regrettable to have to report that the number of malicious false alarms showed a big increase, the number during the past year being 48 as compared with two for the previous year.	[628, 1750, 732, 1959]
embargo-para-1: Senator Pittman introduced a measure permitting the President to place embargoes against Japan under a proposal "in place restrictions upon the trade and commerce" of any violator of the Nine-Power Pact.	[862, 1801, 965, 1880]
america-sub-1: FOREBODINGS REGARDING POLAND.	[404, 1847, 488, 1865]
dalgety-headline: DALGETY & CO., LTD.	[866, 2009, 961, 2031]
hitler-para-1: All Germany was at a standstill this morning, when Herr Hitler delivered his eagerly-awaited speech to the Reichstag. Shops were closed and work in factories was stopped. Everyone had been ordered to listen in.	[34, 319, 381, 348]
mixture-sub-2: OPINIONS IN LONDON.	[403, 1299, 489, 1308]
progress-head: PROGRESS MADE.	[520, 1624, 606, 1634]
holding-sub-2: DEFIANCE OF "MINORITY" DICTATION.	[863, 1444, 964, 1462]
meeting-para-2: The President's purpose was to learn first hand their minimum terms for pledging peace and to offer his services as an intermediary. It was suggested on behalf of the President that each of the three board a naval vessel and come privately together for this unprecedented conference.	[745, 307, 849, 406]
progress-dateline: NEW YORK, April 28.	[535, 1670, 615, 1680]
mixture-para-1: Copies of Herr Hitler's speech were flown to London in the morning and delivered to the Foreign Office as an act of courtesy.	[394, 1336, 498, 1385]
disorders-dateline: PARIS, April 27.	[440, 1699, 498, 1709]
gold-byline: By Telegraph—Press Association—Copyright.	[640, 1432, 720, 1450]
hitler-para-10: "Germany, nevertheless, is prepared to give each State mentioned an assurance of the kind desired by President Roosevelt, in conditions of absolute reciprocity and provided the States wishes it and addresses to Germany a request for such an assurance, together with appropriate proposals.	[39, 1334, 202, 1403]
swafrica-dateline: CAPE TOWN, April 28.	[531, 1851, 615, 1861]
holding-para-2: He added: "If anybody imagines that there is going to be a cut-bloodied assassination, he will make a tremendous mistake. I will stay where I am and fight this minority dictation."	[862, 1622, 965, 1691]
service-sub-3: STATEMENT BY SECRETARY FOR WAR.	[520, 150, 606, 168]
fire-control-para-2: The chairman said that the revenue account for the year ended March 31 disclosed a satisfactory position. Receipts for the year amounted to £4336 3s 11d and disbursements to £4172 0s 2d, leaving a credit balance of £164 3s 9d.	[628, 1667, 732, 1746]
